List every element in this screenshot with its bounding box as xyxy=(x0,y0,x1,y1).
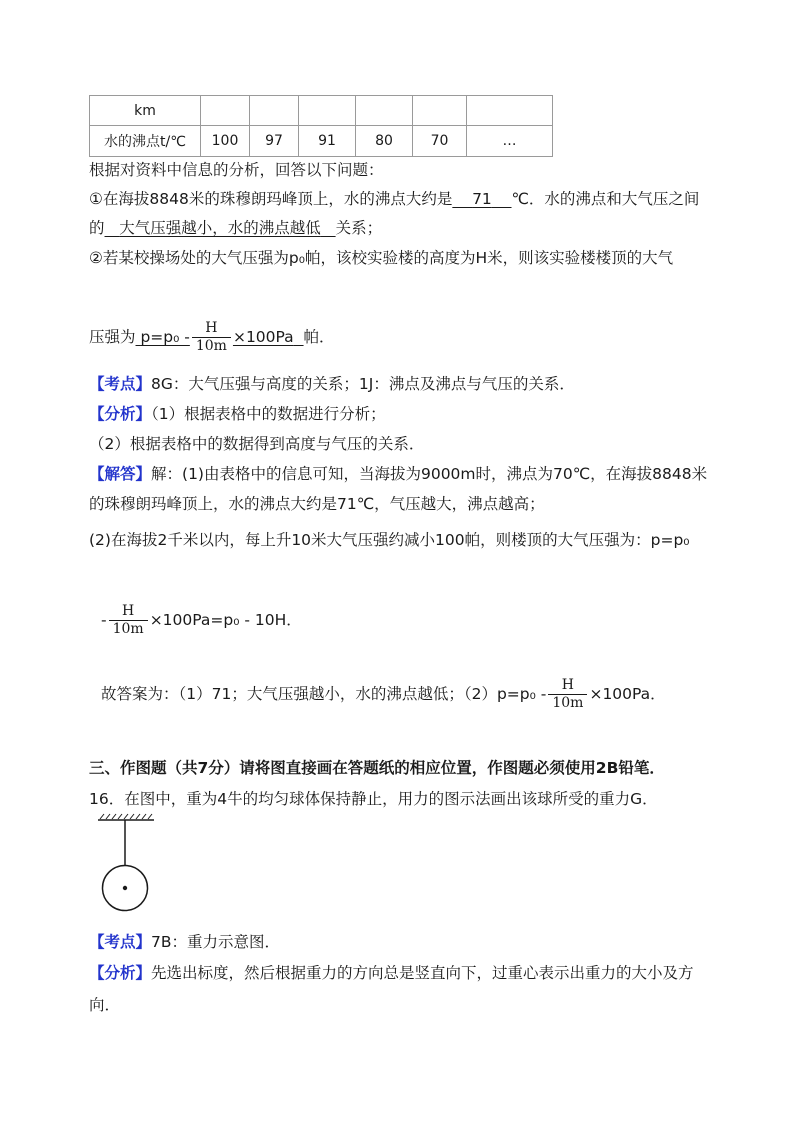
answer-line xyxy=(101,677,666,712)
fraction-numerator: H xyxy=(192,320,231,338)
fenxi-line2: （2）根据表格中的数据得到高度与气压的关系． xyxy=(89,435,425,453)
jieda-text1: 解：(1)由表格中的信息可知，当海拔为9000m时，沸点为70℃，在海拔8848米 xyxy=(151,465,708,483)
q2-line2-suffix: 帕． xyxy=(303,328,335,346)
table-cell xyxy=(413,96,467,126)
kaodian2-tag: 【考点】 xyxy=(89,933,152,951)
q1-suffix: ℃．水的沸点和大气压之间 xyxy=(511,190,700,208)
q2-formula-start: p=p₀ - xyxy=(140,328,190,346)
kaodian2-line xyxy=(89,932,280,952)
jieda-formula-line xyxy=(101,603,302,638)
q2-formula xyxy=(136,320,304,354)
jieda-line1 xyxy=(89,464,707,484)
q1-line1 xyxy=(89,189,699,209)
q1-prefix: ①在海拔8848米的珠穆朗玛峰顶上，水的沸点大约是 xyxy=(89,190,453,208)
fenxi2-line1 xyxy=(89,963,694,983)
q1-answer2 xyxy=(105,219,336,237)
table-cell xyxy=(201,96,250,126)
q1-answer xyxy=(452,190,511,208)
table-row xyxy=(90,96,553,126)
kaodian-line xyxy=(89,374,575,394)
answer-prefix: 故答案为：（1）71；大气压强越小，水的沸点越低；（2）p=p₀ - xyxy=(101,685,547,703)
q16-text: 16．在图中，重为4牛的均匀球体保持静止，用力的图示法画出该球所受的重力G． xyxy=(89,790,658,808)
fenxi-tag: 【分析】 xyxy=(89,405,152,423)
q1-answer2-value: 大气压强越小，水的沸点越低 xyxy=(119,219,321,237)
section3-title: 三、作图题（共7分）请将图直接画在答题纸的相应位置，作图题必须使用2B铅笔． xyxy=(89,759,665,777)
fraction-denominator: 10m xyxy=(195,338,227,354)
answer-fraction xyxy=(548,677,587,712)
table-cell: 100 xyxy=(201,126,250,157)
intro-text: 根据对资料中信息的分析，回答以下问题： xyxy=(89,161,384,179)
table-cell xyxy=(299,96,356,126)
jieda-formula-end: ×100Pa=p₀ - 10H． xyxy=(149,611,302,629)
table-cell xyxy=(250,96,299,126)
jieda-tag: 【解答】 xyxy=(89,465,152,483)
table-cell: 70 xyxy=(413,126,467,157)
table-cell: 97 xyxy=(250,126,299,157)
q2-line2-prefix: 压强为 xyxy=(89,328,136,346)
hanging-ball-diagram xyxy=(96,812,158,918)
kaodian-text: 8G：大气压强与高度的关系；1J：沸点及沸点与气压的关系． xyxy=(151,375,575,393)
answer-suffix: ×100Pa． xyxy=(589,685,666,703)
table-row xyxy=(90,126,553,157)
fraction-denominator: 10m xyxy=(552,695,584,711)
q2-line2 xyxy=(89,320,335,355)
table-cell xyxy=(356,96,413,126)
fraction-numerator: H xyxy=(109,603,148,621)
table-cell: 水的沸点t/℃ xyxy=(90,126,201,157)
fenxi2-text1: 先选出标度，然后根据重力的方向总是竖直向下，过重心表示出重力的大小及方 xyxy=(151,964,694,982)
fenxi-text1: （1）根据表格中的数据进行分析； xyxy=(151,405,386,423)
q2-fraction xyxy=(192,320,231,355)
q1-line2-suffix: 关系； xyxy=(335,219,383,237)
table-cell: … xyxy=(467,126,553,157)
q2-formula-end: ×100Pa xyxy=(232,328,294,346)
jieda-fraction xyxy=(109,603,148,638)
kaodian2-text: 7B：重力示意图． xyxy=(151,933,281,951)
fenxi2-line2: 向． xyxy=(89,996,121,1014)
ball-center-dot xyxy=(123,886,127,890)
kaodian-tag: 【考点】 xyxy=(89,375,152,393)
jieda-line3: (2)在海拔2千米以内，每上升10米大气压强约减小100帕，则楼顶的大气压强为：p=p₀ xyxy=(89,531,690,549)
boiling-point-table xyxy=(89,95,553,157)
table-cell xyxy=(467,96,553,126)
table-cell: km xyxy=(90,96,201,126)
fenxi2-tag: 【分析】 xyxy=(89,964,152,982)
jieda-formula-start: - xyxy=(101,611,107,629)
q1-answer-value: 71 xyxy=(472,190,492,208)
fraction-numerator: H xyxy=(548,677,587,695)
q1-line2 xyxy=(89,218,382,238)
table-cell: 91 xyxy=(299,126,356,157)
q2-line1: ②若某校操场处的大气压强为p₀帕，该校实验楼的高度为H米，则该实验楼楼顶的大气 xyxy=(89,249,674,267)
q1-line2-prefix: 的 xyxy=(89,219,105,237)
jieda-line2: 的珠穆朗玛峰顶上，水的沸点大约是71℃，气压越大，沸点越高； xyxy=(89,495,545,513)
fenxi-line1 xyxy=(89,404,386,424)
fraction-denominator: 10m xyxy=(112,621,144,637)
table-cell: 80 xyxy=(356,126,413,157)
ceiling-hatch xyxy=(98,814,154,820)
